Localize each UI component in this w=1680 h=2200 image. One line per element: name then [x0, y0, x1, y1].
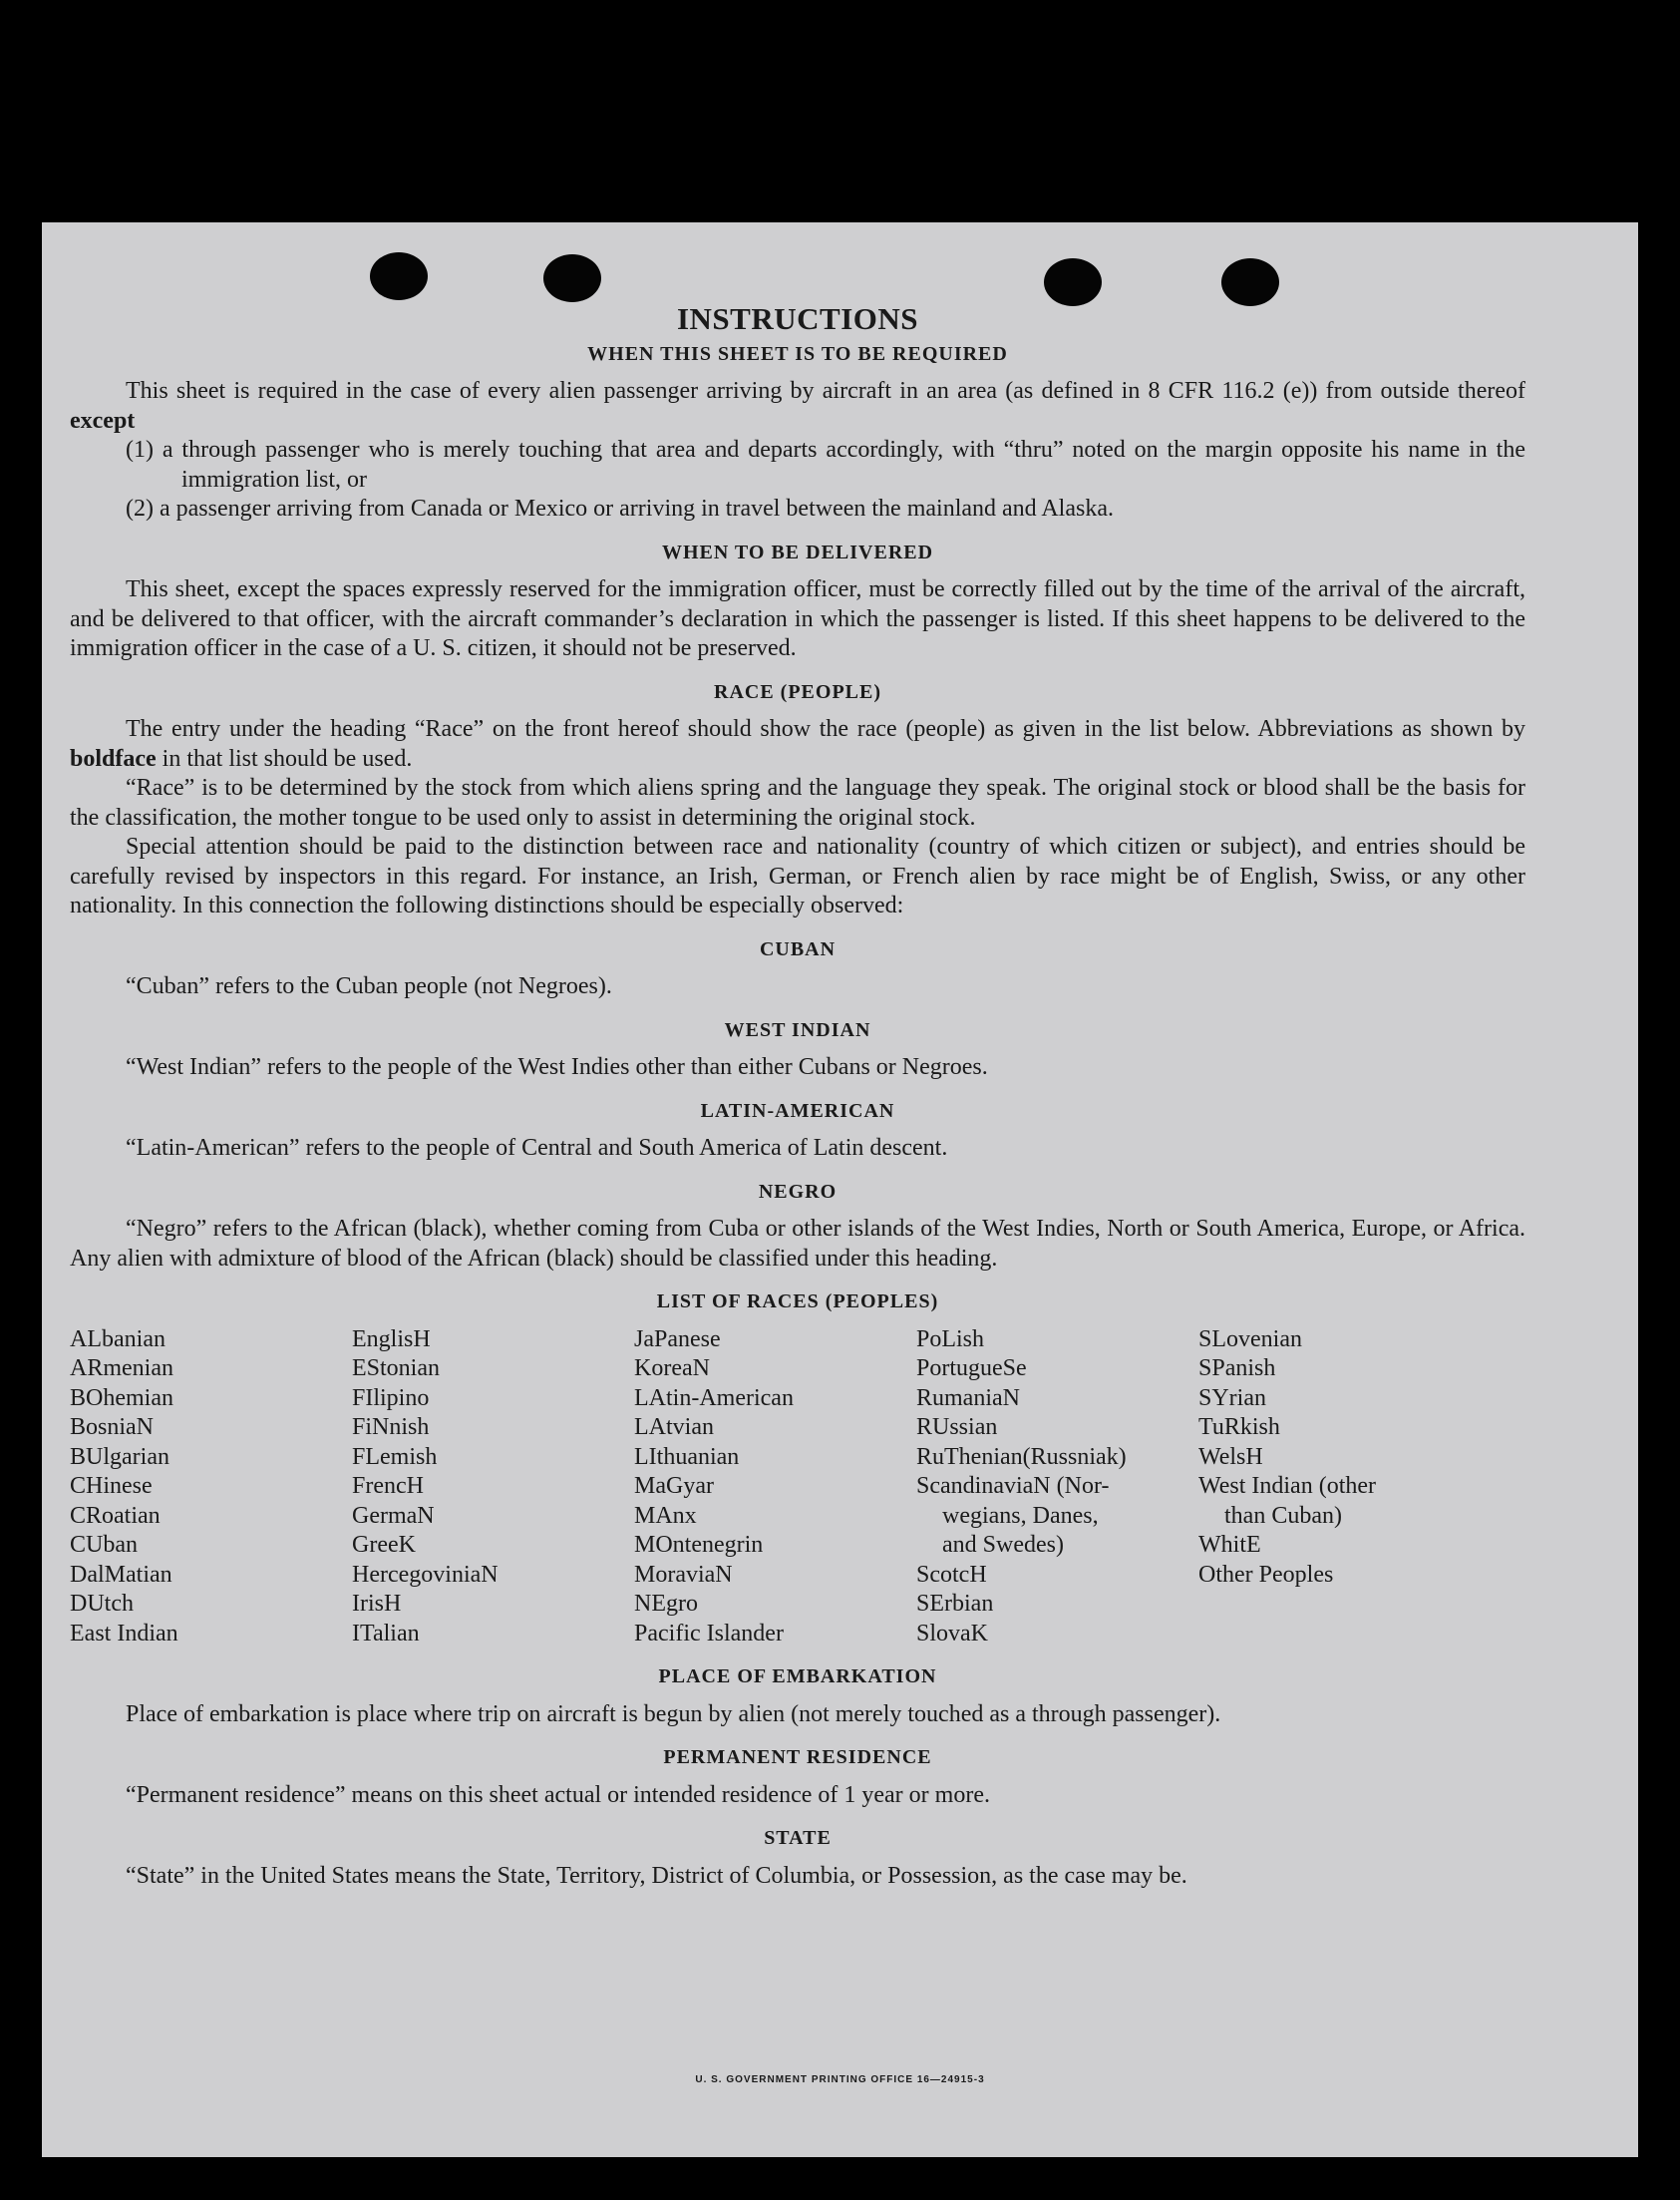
- section-heading: NEGRO: [758, 1180, 838, 1203]
- race-entry: ALbanian: [70, 1325, 166, 1352]
- section-heading: WHEN THIS SHEET IS TO BE REQUIRED: [587, 342, 1008, 365]
- section-heading: RACE (PEOPLE): [714, 680, 881, 703]
- race-list: [70, 1325, 1525, 1650]
- race-entry: CRoatian: [70, 1502, 161, 1529]
- race-entry: SErbian: [916, 1591, 994, 1617]
- printer-imprint: U. S. GOVERNMENT PRINTING OFFICE 16—24915-3: [695, 2074, 985, 2085]
- race-entry: JaPanese: [634, 1325, 721, 1352]
- race-entry: BOhemian: [70, 1384, 173, 1411]
- race-entry: DalMatian: [70, 1561, 172, 1588]
- race-entry: SlovaK: [916, 1620, 988, 1647]
- paragraph: This sheet is required in the case of every alien passenger arriving by aircraft in an area (as defined in 8 CFR 116.2 (e)) from outside thereof except: [70, 378, 1525, 434]
- race-entry: BUlgarian: [70, 1443, 169, 1470]
- race-entry: LIthuanian: [634, 1443, 740, 1470]
- race-entry: ARmenian: [70, 1355, 173, 1381]
- race-entry: EStonian: [352, 1355, 440, 1381]
- race-entry: FIlipino: [352, 1384, 430, 1411]
- paragraph: “Latin-American” refers to the people of Central and South America of Latin descent.: [126, 1135, 948, 1161]
- race-entry: Pacific Islander: [634, 1620, 784, 1647]
- list-item: (1) a through passenger who is merely touching that area and departs accordingly, with “thru” noted on the margin opposite his name in the immigration list, or: [126, 437, 1525, 493]
- paragraph: “Negro” refers to the African (black), whether coming from Cuba or other islands of the West Indies, North or South America, Europe, or Africa. Any alien with admixture of blood of the African (black) should be classified under this heading.: [70, 1216, 1525, 1272]
- paragraph: Place of embarkation is place where trip on aircraft is begun by alien (not merely touched as a through passenger).: [126, 1700, 1221, 1727]
- race-entry: Other Peoples: [1198, 1561, 1334, 1588]
- race-entry: FrencH: [352, 1473, 424, 1499]
- race-column: [634, 1325, 916, 1650]
- paragraph: Special attention should be paid to the distinction between race and nationality (country of which citizen or subject), and entries should be carefully revised by inspectors in this regard. For instance, an Irish, German, or French alien by race might be of English, Swiss, or any other nationality. In this connection the following distinctions should be especially observed:: [70, 834, 1525, 918]
- form-sheet: [42, 222, 1638, 2157]
- paragraph: This sheet, except the spaces expressly reserved for the immigration officer, must be correctly filled out by the time of the arrival of the aircraft, and be delivered to that officer, with the aircraft commander’s declaration in which the passenger is listed. If this sheet happens to be delivered to the immigration officer in the case of a U. S. citizen, it should not be preserved.: [70, 576, 1525, 661]
- race-column: [916, 1325, 1198, 1650]
- race-entry: East Indian: [70, 1620, 178, 1647]
- race-entry: MAnx: [634, 1502, 697, 1529]
- race-entry: KoreaN: [634, 1355, 710, 1381]
- section-heading: WHEN TO BE DELIVERED: [661, 541, 934, 563]
- section-heading: STATE: [764, 1827, 832, 1849]
- race-entry: than Cuban): [1224, 1502, 1342, 1529]
- list-item: (2) a passenger arriving from Canada or Mexico or arriving in travel between the mainland and Alaska.: [126, 496, 1114, 522]
- race-entry: CUban: [70, 1532, 138, 1558]
- race-entry: ScotcH: [916, 1561, 987, 1588]
- punch-hole: [1221, 258, 1279, 306]
- race-entry: ScandinaviaN (Nor-: [916, 1473, 1110, 1499]
- race-entry: SLovenian: [1198, 1325, 1302, 1352]
- race-entry: MaGyar: [634, 1473, 714, 1499]
- section-heading: WEST INDIAN: [724, 1018, 871, 1041]
- race-entry: HercegoviniaN: [352, 1561, 499, 1588]
- section-heading: LATIN-AMERICAN: [700, 1099, 895, 1122]
- race-entry: SPanish: [1198, 1355, 1276, 1381]
- race-entry: WelsH: [1198, 1443, 1263, 1470]
- paragraph: “Cuban” refers to the Cuban people (not Negroes).: [126, 973, 612, 999]
- section-heading: PLACE OF EMBARKATION: [658, 1665, 937, 1687]
- punch-hole: [543, 254, 601, 302]
- race-entry: DUtch: [70, 1591, 134, 1617]
- race-entry: West Indian (other: [1198, 1473, 1377, 1499]
- paragraph: “Permanent residence” means on this sheet actual or intended residence of 1 year or more.: [126, 1781, 990, 1808]
- race-column: [352, 1325, 634, 1650]
- section-heading: LIST OF RACES (PEOPLES): [656, 1290, 939, 1312]
- race-entry: MoraviaN: [634, 1561, 733, 1588]
- race-entry: FLemish: [352, 1443, 438, 1470]
- race-entry: wegians, Danes,: [942, 1502, 1099, 1529]
- race-entry: TuRkish: [1198, 1414, 1280, 1440]
- punch-hole: [370, 252, 428, 300]
- race-entry: and Swedes): [942, 1532, 1064, 1558]
- race-entry: CHinese: [70, 1473, 153, 1499]
- race-entry: PortugueSe: [916, 1355, 1027, 1381]
- race-entry: FiNnish: [352, 1414, 430, 1440]
- race-entry: LAtin-American: [634, 1384, 794, 1411]
- section-heading: PERMANENT RESIDENCE: [663, 1746, 932, 1768]
- paragraph: “State” in the United States means the State, Territory, District of Columbia, or Possession, as the case may be.: [126, 1862, 1187, 1889]
- race-entry: LAtvian: [634, 1414, 714, 1440]
- race-entry: BosniaN: [70, 1414, 154, 1440]
- section-heading: CUBAN: [759, 937, 837, 960]
- race-entry: RUssian: [916, 1414, 998, 1440]
- race-entry: GermaN: [352, 1502, 435, 1529]
- race-entry: ITalian: [352, 1620, 420, 1647]
- instructions-content: [70, 301, 1525, 1891]
- punch-hole: [1044, 258, 1102, 306]
- page-title: INSTRUCTIONS: [676, 301, 918, 336]
- race-entry: SYrian: [1198, 1384, 1266, 1411]
- race-entry: PoLish: [916, 1325, 985, 1352]
- race-entry: GreeK: [352, 1532, 416, 1558]
- race-entry: EnglisH: [352, 1325, 431, 1352]
- race-entry: RuThenian(Russniak): [916, 1443, 1127, 1470]
- paragraph: “Race” is to be determined by the stock from which aliens spring and the language they speak. The original stock or blood shall be the basis for the classification, the mother tongue to be used only to assist in determining the original stock.: [70, 775, 1525, 831]
- race-entry: MOntenegrin: [634, 1532, 764, 1558]
- race-entry: WhitE: [1198, 1532, 1261, 1558]
- race-column: [1198, 1325, 1481, 1650]
- paragraph: The entry under the heading “Race” on the front hereof should show the race (people) as given in the list below. Abbreviations as shown by boldface in that list should be used.: [70, 716, 1525, 772]
- race-entry: IrisH: [352, 1591, 402, 1617]
- race-entry: NEgro: [634, 1591, 698, 1617]
- race-column: [70, 1325, 352, 1650]
- paragraph: “West Indian” refers to the people of the West Indies other than either Cubans or Negroes.: [126, 1054, 988, 1080]
- race-entry: RumaniaN: [916, 1384, 1020, 1411]
